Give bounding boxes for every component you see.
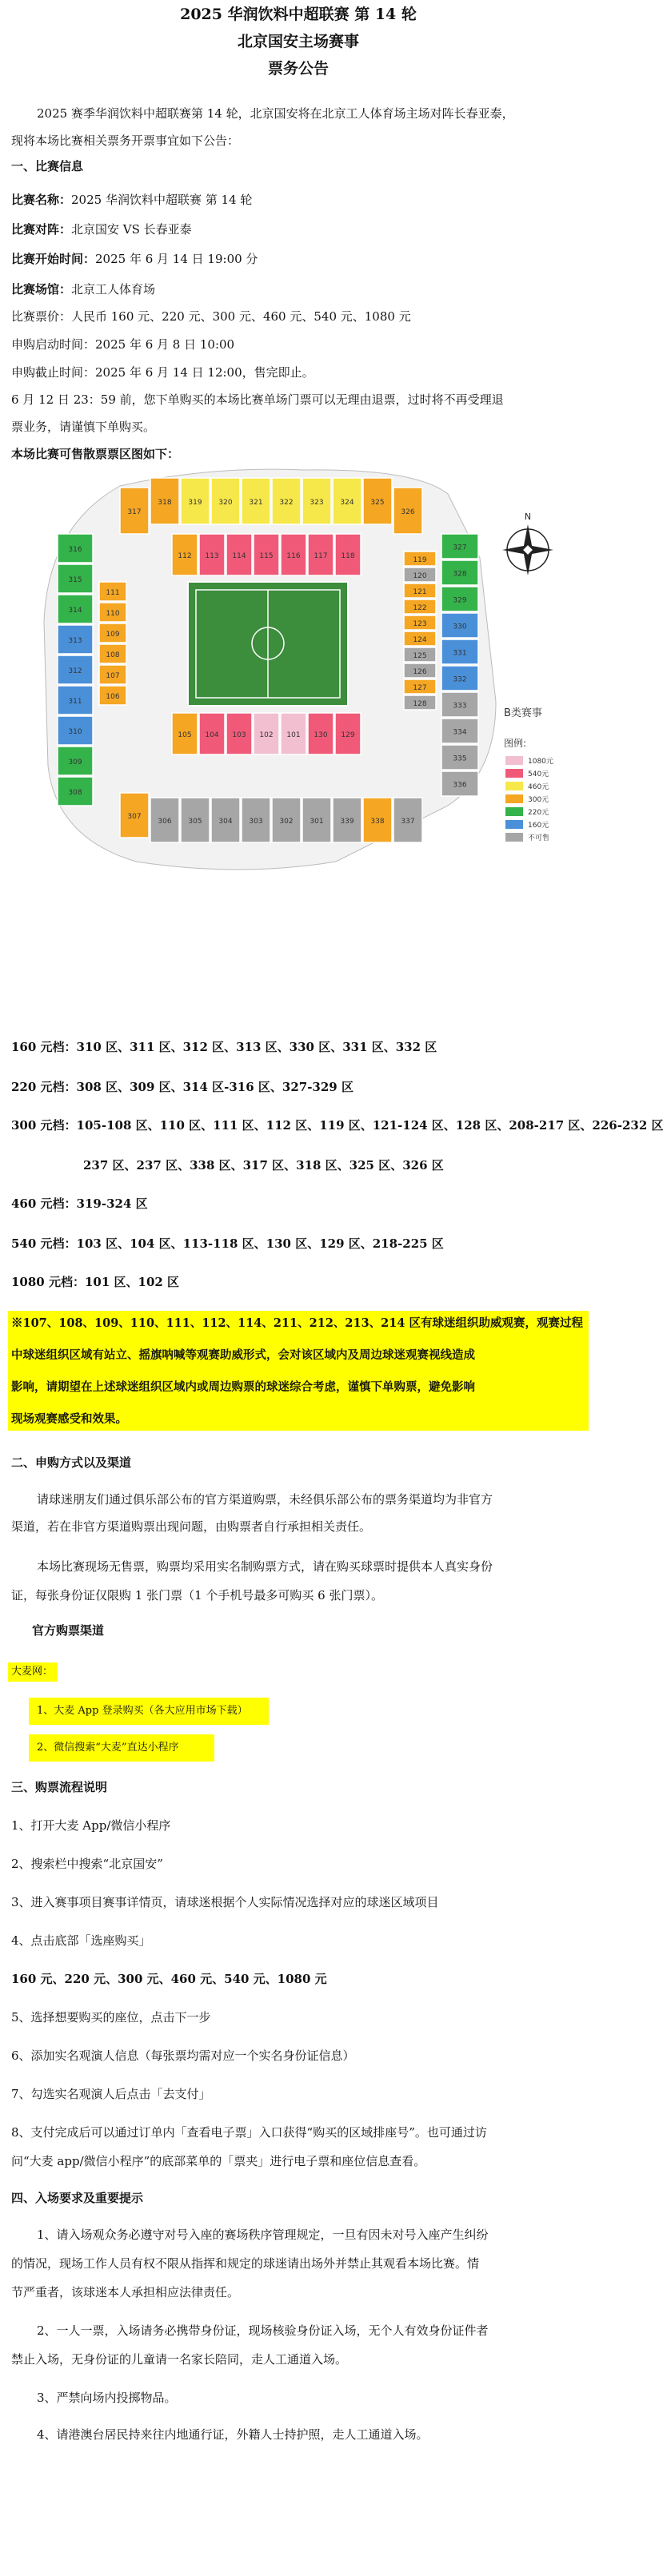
svg-text:460元: 460元 (528, 783, 549, 791)
svg-text:317: 317 (127, 508, 142, 516)
match-venue-label: 比赛场馆： (11, 282, 72, 297)
seat-block-115 (254, 534, 279, 575)
rule-2-line-2: 禁止入场，无身份证的儿童请一名家长陪同，走人工通道入场。 (11, 2352, 348, 2367)
seat-block-329 (441, 587, 478, 611)
svg-text:115: 115 (259, 552, 274, 560)
seat-block-303 (242, 798, 270, 842)
seat-block-126 (404, 663, 436, 678)
svg-text:110: 110 (106, 610, 120, 618)
match-name-row (11, 192, 252, 208)
svg-text:124: 124 (413, 636, 427, 644)
match-time-label: 比赛开始时间： (11, 252, 96, 266)
svg-text:300元: 300元 (528, 796, 549, 804)
title-line-1: 2025 华润饮料中超联赛 第 14 轮 (180, 6, 417, 23)
svg-text:327: 327 (453, 543, 467, 552)
seat-block-111 (99, 582, 126, 601)
seat-block-128 (404, 695, 436, 710)
refund-line-1: 6 月 12 日 23：59 前，您下单购买的本场比赛单场门票可以无理由退票，过时将不再受理退 (11, 392, 504, 407)
seat-block-116 (281, 534, 306, 575)
step-8-line-1: 8、支付完成后可以通过订单内「查看电子票」入口获得“购买的区域排座号”。也可通过访 (11, 2125, 487, 2140)
seat-block-322 (272, 478, 301, 524)
step-prices: 160 元、220 元、300 元、460 元、540 元、1080 元 (11, 1972, 327, 1986)
svg-text:129: 129 (341, 731, 355, 739)
price-160: 160 元档：310 区、311 区、312 区、313 区、330 区、331 区、332 区 (11, 1040, 437, 1054)
intro-line-2: 现将本场比赛相关票务开票事宜如下公告： (11, 133, 240, 148)
svg-text:315: 315 (68, 576, 82, 584)
svg-text:309: 309 (68, 758, 82, 766)
svg-text:117: 117 (314, 552, 328, 560)
seat-block-332 (441, 666, 478, 691)
svg-text:329: 329 (453, 596, 467, 605)
svg-text:108: 108 (106, 651, 120, 659)
match-teams-row (11, 221, 192, 237)
step-1: 1、打开大麦 App/微信小程序 (11, 1818, 171, 1833)
svg-text:326: 326 (401, 508, 415, 516)
title-line-3: 票务公告 (267, 60, 329, 78)
svg-text:335: 335 (453, 754, 467, 763)
seat-block-312 (58, 655, 93, 684)
seat-block-339 (333, 798, 361, 842)
rule-1-line-1: 1、请入场观众务必遵守对号入座的赛场秩序管理规定，一旦有因未对号入座产生纠纷 (37, 2228, 489, 2242)
seat-block-104 (199, 713, 225, 754)
official-channel-heading: 官方购票渠道 (32, 1623, 105, 1638)
svg-text:127: 127 (413, 684, 427, 692)
svg-text:330: 330 (453, 623, 467, 631)
svg-text:306: 306 (158, 818, 172, 826)
seat-block-338 (363, 798, 392, 842)
seat-map (0, 462, 597, 1013)
svg-text:310: 310 (68, 728, 82, 736)
seat-block-121 (404, 583, 436, 598)
seat-block-330 (441, 613, 478, 638)
title-line-2: 北京国安主场赛事 (237, 33, 359, 50)
seat-block-105 (172, 713, 198, 754)
seat-block-119 (404, 551, 436, 566)
seat-block-123 (404, 615, 436, 630)
seat-block-130 (308, 713, 333, 754)
seat-block-118 (335, 534, 361, 575)
section3-heading: 三、购票流程说明 (11, 1780, 108, 1794)
match-time-value: 2025 年 6 月 14 日 19:00 分 (95, 252, 258, 266)
seat-block-307 (120, 793, 149, 838)
legend-item (505, 782, 549, 791)
seat-block-319 (181, 478, 210, 524)
seatmap-heading: 本场比赛可售散票票区图如下： (11, 447, 180, 461)
svg-text:126: 126 (413, 668, 427, 676)
seat-block-313 (58, 625, 93, 654)
seat-block-304 (211, 798, 240, 842)
svg-text:325: 325 (370, 499, 385, 507)
svg-text:104: 104 (205, 731, 219, 739)
channel-1[interactable]: 1、大麦 App 登录购买（各大应用市场下载） (37, 1705, 248, 1717)
svg-text:102: 102 (259, 731, 274, 739)
seat-block-306 (150, 798, 179, 842)
svg-text:109: 109 (106, 631, 120, 639)
svg-text:308: 308 (68, 789, 82, 797)
price-220: 220 元档：308 区、309 区、314 区-316 区、327-329 区 (11, 1080, 353, 1094)
seat-block-120 (404, 567, 436, 582)
match-venue-value: 北京工人体育场 (71, 282, 156, 297)
seat-block-305 (181, 798, 210, 842)
channel-2[interactable]: 2、微信搜索“大麦”直达小程序 (37, 1742, 179, 1754)
seat-block-108 (99, 644, 126, 663)
seat-block-328 (441, 560, 478, 585)
seat-block-314 (58, 595, 93, 623)
legend-item (505, 807, 549, 817)
compass-label: N (524, 512, 532, 522)
svg-text:不可售: 不可售 (528, 834, 550, 842)
seat-block-114 (226, 534, 252, 575)
svg-text:328: 328 (453, 570, 467, 579)
seat-block-317 (120, 488, 149, 534)
rule-4: 4、请港澳台居民持来往内地通行证，外籍人士持护照，走人工通道入场。 (37, 2427, 429, 2442)
legend-item (505, 833, 549, 842)
match-time-row (11, 251, 258, 267)
svg-text:331: 331 (453, 649, 467, 658)
match-teams-label: 比赛对阵： (11, 222, 72, 237)
svg-text:540元: 540元 (528, 770, 549, 778)
seat-block-101 (281, 713, 306, 754)
rule-1-line-2: 的情况，现场工作人员有权不限从指挥和规定的球迷请出场外并禁止其观看本场比赛。情 (11, 2256, 480, 2271)
svg-text:120: 120 (413, 572, 427, 580)
section2-heading: 二、申购方式以及渠道 (11, 1455, 132, 1470)
match-name-label: 比赛名称： (11, 193, 72, 207)
svg-text:118: 118 (341, 552, 355, 560)
seat-block-103 (226, 713, 252, 754)
rule-2-line-1: 2、一人一票，入场请务必携带身份证，现场核验身份证入场，无个人有效身份证件者 (37, 2323, 489, 2338)
svg-text:130: 130 (314, 731, 328, 739)
seat-block-110 (99, 603, 126, 622)
svg-text:323: 323 (310, 499, 324, 507)
seat-block-106 (99, 686, 126, 705)
svg-text:338: 338 (370, 818, 385, 826)
svg-text:103: 103 (232, 731, 246, 739)
seat-block-109 (99, 623, 126, 643)
svg-text:321: 321 (249, 499, 263, 507)
svg-text:334: 334 (453, 728, 467, 737)
notice-line-4: 现场观赛感受和效果。 (11, 1412, 127, 1426)
svg-text:107: 107 (106, 672, 120, 680)
svg-text:336: 336 (453, 781, 467, 790)
svg-text:332: 332 (453, 675, 467, 684)
section2-p1-line-1: 请球迷朋友们通过俱乐部公布的官方渠道购票，未经俱乐部公布的票务渠道均为非官方 (37, 1492, 493, 1507)
away-category-label: B类赛事 (504, 707, 542, 719)
seat-block-107 (99, 665, 126, 684)
svg-text:314: 314 (68, 607, 82, 615)
svg-text:312: 312 (68, 667, 82, 675)
svg-text:313: 313 (68, 637, 82, 645)
step-2: 2、搜索栏中搜索“北京国安” (11, 1857, 163, 1871)
seat-block-326 (393, 488, 422, 534)
price-1080: 1080 元档：101 区、102 区 (11, 1275, 180, 1289)
section2-p1-line-2: 渠道，若在非官方渠道购票出现问题，由购票者自行承担相关责任。 (11, 1519, 372, 1534)
svg-text:316: 316 (68, 546, 82, 554)
sale-end-line: 申购截止时间：2025 年 6 月 14 日 12:00，售完即止。 (11, 365, 314, 380)
svg-text:122: 122 (413, 604, 427, 612)
seat-block-316 (58, 534, 93, 563)
svg-text:125: 125 (413, 652, 427, 660)
step-7: 7、勾选实名观演人后点击「去支付」 (11, 2087, 211, 2101)
seat-block-315 (58, 564, 93, 593)
svg-text:322: 322 (279, 499, 294, 507)
seat-block-311 (58, 686, 93, 715)
seat-block-334 (441, 719, 478, 743)
seat-block-318 (150, 478, 179, 524)
svg-text:116: 116 (286, 552, 301, 560)
svg-text:337: 337 (401, 818, 415, 826)
seat-block-125 (404, 647, 436, 662)
svg-text:320: 320 (218, 499, 233, 507)
seat-block-310 (58, 716, 93, 745)
svg-text:339: 339 (340, 818, 354, 826)
svg-text:121: 121 (413, 588, 427, 596)
svg-text:220元: 220元 (528, 809, 549, 817)
section1-heading: 一、比赛信息 (11, 159, 84, 173)
match-venue-row (11, 281, 155, 297)
legend-item (505, 756, 553, 766)
legend-item (505, 794, 549, 804)
seat-block-324 (333, 478, 361, 524)
svg-text:301: 301 (310, 818, 324, 826)
svg-text:106: 106 (106, 693, 120, 701)
section4-heading: 四、入场要求及重要提示 (11, 2191, 144, 2205)
seat-block-331 (441, 639, 478, 664)
svg-text:101: 101 (286, 731, 301, 739)
match-teams-value: 北京国安 VS 长春亚泰 (71, 222, 192, 237)
sale-start-line: 申购启动时间：2025 年 6 月 8 日 10:00 (11, 337, 235, 352)
seat-block-321 (242, 478, 270, 524)
seat-block-124 (404, 631, 436, 646)
rule-1-line-3: 节严重者，该球迷本人承担相应法律责任。 (11, 2285, 240, 2299)
seat-block-336 (441, 771, 478, 796)
seat-block-309 (58, 747, 93, 775)
legend-item (505, 769, 549, 778)
match-name-value: 2025 华润饮料中超联赛 第 14 轮 (71, 193, 253, 207)
svg-text:123: 123 (413, 620, 427, 628)
seat-block-113 (199, 534, 225, 575)
step-3: 3、进入赛事项目赛事详情页，请球迷根据个人实际情况选择对应的球迷区域项目 (11, 1895, 439, 1909)
svg-text:114: 114 (232, 552, 246, 560)
svg-text:302: 302 (279, 818, 294, 826)
price-460: 460 元档：319-324 区 (11, 1196, 148, 1211)
legend-title: 图例: (504, 738, 527, 749)
svg-text:303: 303 (249, 818, 263, 826)
svg-text:318: 318 (158, 499, 172, 507)
seat-block-335 (441, 745, 478, 770)
step-8-line-2: 问“大麦 app/微信小程序”的底部菜单的「票夹」进行电子票和座位信息查看。 (11, 2154, 426, 2168)
svg-text:119: 119 (413, 556, 427, 564)
svg-text:333: 333 (453, 702, 467, 711)
svg-text:319: 319 (188, 499, 202, 507)
price-300-line-1: 300 元档：105-108 区、110 区、111 区、112 区、119 区、121-124 区、128 区、208-217 区、226-232 区 (11, 1118, 663, 1133)
step-6: 6、添加实名观演人信息（每张票均需对应一个实名身份证信息） (11, 2048, 355, 2063)
refund-line-2: 票业务，请谨慎下单购买。 (11, 420, 156, 434)
legend (505, 756, 553, 842)
svg-text:311: 311 (68, 698, 82, 706)
seat-block-337 (393, 798, 422, 842)
seat-block-122 (404, 599, 436, 614)
svg-text:112: 112 (178, 552, 192, 560)
seat-block-112 (172, 534, 198, 575)
seat-block-308 (58, 777, 93, 806)
seat-block-117 (308, 534, 333, 575)
notice-line-3: 影响，请期望在上述球迷组织区域内或周边购票的球迷综合考虑，谨慎下单购票，避免影响 (11, 1380, 475, 1394)
price-300-line-2: 237 区、237 区、338 区、317 区、318 区、325 区、326 区 (83, 1158, 444, 1173)
seat-block-320 (211, 478, 240, 524)
notice-line-1: ※107、108、109、110、111、112、114、211、212、213、214 区有球迷组织助威观赛，观赛过程 (11, 1316, 583, 1330)
svg-text:307: 307 (127, 813, 142, 821)
svg-text:113: 113 (205, 552, 219, 560)
seat-block-323 (302, 478, 331, 524)
svg-text:111: 111 (106, 589, 120, 597)
notice-line-2: 中球迷组织区域有站立、摇旗呐喊等观赛助威形式，会对该区域内及周边球迷观赛视线造成 (11, 1348, 475, 1362)
svg-text:160元: 160元 (528, 822, 549, 830)
compass-icon (502, 512, 553, 575)
seat-block-325 (363, 478, 392, 524)
seat-block-301 (302, 798, 331, 842)
svg-text:1080元: 1080元 (528, 758, 553, 766)
seat-block-127 (404, 679, 436, 694)
svg-text:305: 305 (188, 818, 202, 826)
legend-item (505, 820, 549, 830)
svg-text:128: 128 (413, 700, 427, 708)
damai-label: 大麦网： (11, 1666, 54, 1678)
svg-text:324: 324 (340, 499, 354, 507)
ticket-price-line: 比赛票价：人民币 160 元、220 元、300 元、460 元、540 元、1080 元 (11, 309, 411, 324)
price-540: 540 元档：103 区、104 区、113-118 区、130 区、129 区、218-225 区 (11, 1236, 444, 1251)
seat-block-327 (441, 534, 478, 559)
svg-text:105: 105 (178, 731, 192, 739)
seat-block-102 (254, 713, 279, 754)
seat-block-302 (272, 798, 301, 842)
svg-text:304: 304 (218, 818, 233, 826)
section2-p2-line-2: 证，每张身份证仅限购 1 张门票（1 个手机号最多可购买 6 张门票）。 (11, 1588, 383, 1603)
intro-line-1: 2025 赛季华润饮料中超联赛第 14 轮，北京国安将在北京工人体育场主场对阵长春亚泰， (37, 106, 514, 121)
step-4: 4、点击底部「选座购买」 (11, 1933, 151, 1948)
rule-3: 3、严禁向场内投掷物品。 (37, 2391, 177, 2405)
seat-block-333 (441, 692, 478, 717)
step-5: 5、选择想要购买的座位，点击下一步 (11, 2010, 211, 2025)
section2-p2-line-1: 本场比赛现场无售票，购票均采用实名制购票方式，请在购买球票时提供本人真实身份 (37, 1559, 493, 1574)
seat-block-129 (335, 713, 361, 754)
